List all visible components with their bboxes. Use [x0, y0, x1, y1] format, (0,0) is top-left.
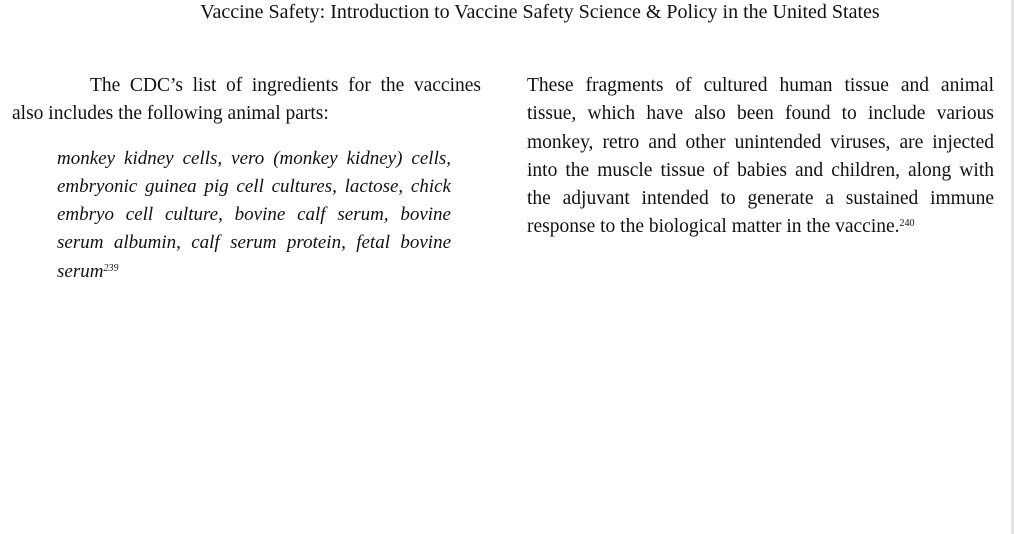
- ingredient-quote: [57, 145, 451, 286]
- intro-paragraph: The CDC’s list of ingredients for the vaccines also includes the following animal parts:: [12, 75, 481, 125]
- footnote-ref-239[interactable]: 239: [103, 262, 119, 274]
- page-header: [0, 1, 1014, 23]
- body-paragraph: [527, 72, 994, 242]
- right-column: [527, 72, 994, 242]
- footnote-ref-240[interactable]: 240: [899, 218, 915, 230]
- ingredient-list: monkey kidney cells, vero (monkey kidney) cells, embryonic guinea pig cell cultures, lactose, chick embryo cell culture, bovine calf serum, bovine serum albumin, calf serum protein, fetal bovine serum: [57, 147, 451, 282]
- left-column: [12, 72, 481, 286]
- body-text: These fragments of cultured human tissue and animal tissue, which have also been found to include various monkey, retro and other unintended viruses, are injected into the muscle tissue of babies and children, along with the adjuvant intended to generate a sustained immune response to the biological matter in the vaccine.: [527, 75, 994, 238]
- page-title: Vaccine Safety: Introduction to Vaccine Safety Science & Policy in the United States: [200, 1, 880, 23]
